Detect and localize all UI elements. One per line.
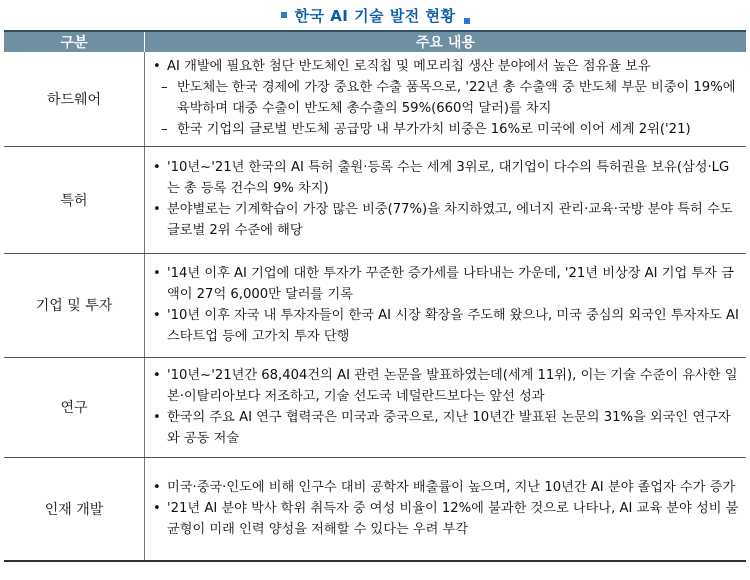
table-row [4, 52, 746, 146]
item-text: '10년~'21년간 68,404건의 AI 관련 논문을 발표하였는데(세계 11위), 이는 기술 수준이 유사한 일본·이탈리아보다 저조하고, 기술 선도국 네덜란드보다는 앞선 성과 [167, 367, 738, 404]
bullet-marker: • [153, 307, 161, 323]
title-text: 한국 AI 기술 발전 현황 [294, 6, 456, 25]
list-item [153, 263, 740, 305]
item-text: '21년 AI 분야 박사 학위 취득자 중 여성 비율이 12%에 불과한 것으로 나타나, AI 교육 분야 성비 불균형이 미래 인력 양성을 저해할 수 있다는 우려 부각 [167, 500, 739, 537]
bullet-marker: • [153, 160, 161, 175]
row-content [145, 253, 747, 357]
square-bullet-icon [281, 12, 287, 18]
bullet-marker: • [153, 500, 161, 516]
row-content [145, 457, 747, 561]
item-text: 한국 기업의 글로벌 반도체 공급망 내 부가가치 비중은 16%로 미국에 이어 세계 2위('21) [177, 122, 691, 138]
row-category: 특허 [4, 146, 145, 253]
bullet-marker: • [153, 479, 161, 495]
bullet-marker: • [153, 59, 161, 75]
row-category: 하드웨어 [4, 52, 145, 146]
header-row [4, 31, 746, 52]
row-category: 연구 [4, 357, 145, 457]
table-row [4, 357, 746, 457]
row-category: 기업 및 투자 [4, 253, 145, 357]
list-item [153, 477, 740, 498]
dash-marker: – [161, 80, 168, 96]
header-category: 구분 [4, 31, 145, 52]
item-text: 한국의 주요 AI 연구 협력국은 미국과 중국으로, 지난 10년간 발표된 논문의 31%을 외국인 연구자와 공동 저술 [167, 409, 731, 446]
sub-item [153, 119, 740, 140]
list-item [153, 365, 740, 407]
sub-item [153, 77, 740, 119]
item-text: 분야별로는 기계학습이 가장 많은 비중(77%)을 차지하였고, 에너지 관리·교육·국방 분야 특허 수도 글로벌 2위 수준에 해당 [167, 202, 733, 238]
square-bullet-icon [464, 18, 470, 24]
list-item [153, 199, 740, 241]
item-text: 반도체는 한국 경제에 가장 중요한 수출 품목으로, '22년 총 수출액 중 반도체 부문 비중이 19%에 육박하며 대중 수출이 반도체 총수출의 59%(660억 달러)를 차지 [177, 80, 736, 117]
table-row [4, 146, 746, 253]
list-item [153, 498, 740, 540]
table-body [4, 52, 746, 561]
table-row [4, 457, 746, 561]
bullet-marker: • [153, 409, 161, 425]
item-text: '10년~'21년 한국의 AI 특허 출원·등록 수는 세계 3위로, 대기업이 다수의 특허권을 보유(삼성·LG는 총 등록 건수의 9% 차지) [167, 160, 730, 196]
item-text: '10년 이후 자국 내 투자자들이 한국 AI 시장 확장을 주도해 왔으나, 미국 중심의 외국인 투자자도 AI 스타트업 등에 고가치 투자 단행 [167, 307, 739, 344]
row-category: 인재 개발 [4, 457, 145, 561]
bullet-marker: • [153, 202, 161, 217]
list-item [153, 56, 740, 77]
row-content [145, 52, 747, 146]
item-text: 미국·중국·인도에 비해 인구수 대비 공학자 배출률이 높으며, 지난 10년간 AI 분야 졸업자 수가 증가 [167, 479, 736, 495]
table-title [0, 0, 750, 30]
list-item [153, 407, 740, 449]
bullet-marker: • [153, 265, 161, 281]
list-item [153, 157, 740, 199]
item-text: AI 개발에 필요한 첨단 반도체인 로직칩 및 메모리칩 생산 분야에서 높은 점유율 보유 [167, 59, 651, 75]
dash-marker: – [161, 122, 168, 138]
item-text: '14년 이후 AI 기업에 대한 투자가 꾸준한 증가세를 나타내는 가운데, '21년 비상장 AI 기업 투자 금액이 27억 6,000만 달러를 기록 [167, 265, 734, 302]
bullet-marker: • [153, 367, 161, 383]
row-content [145, 357, 747, 457]
status-table [4, 30, 746, 562]
header-content: 주요 내용 [145, 31, 747, 52]
row-content [145, 146, 747, 253]
list-item [153, 305, 740, 347]
table-row [4, 253, 746, 357]
